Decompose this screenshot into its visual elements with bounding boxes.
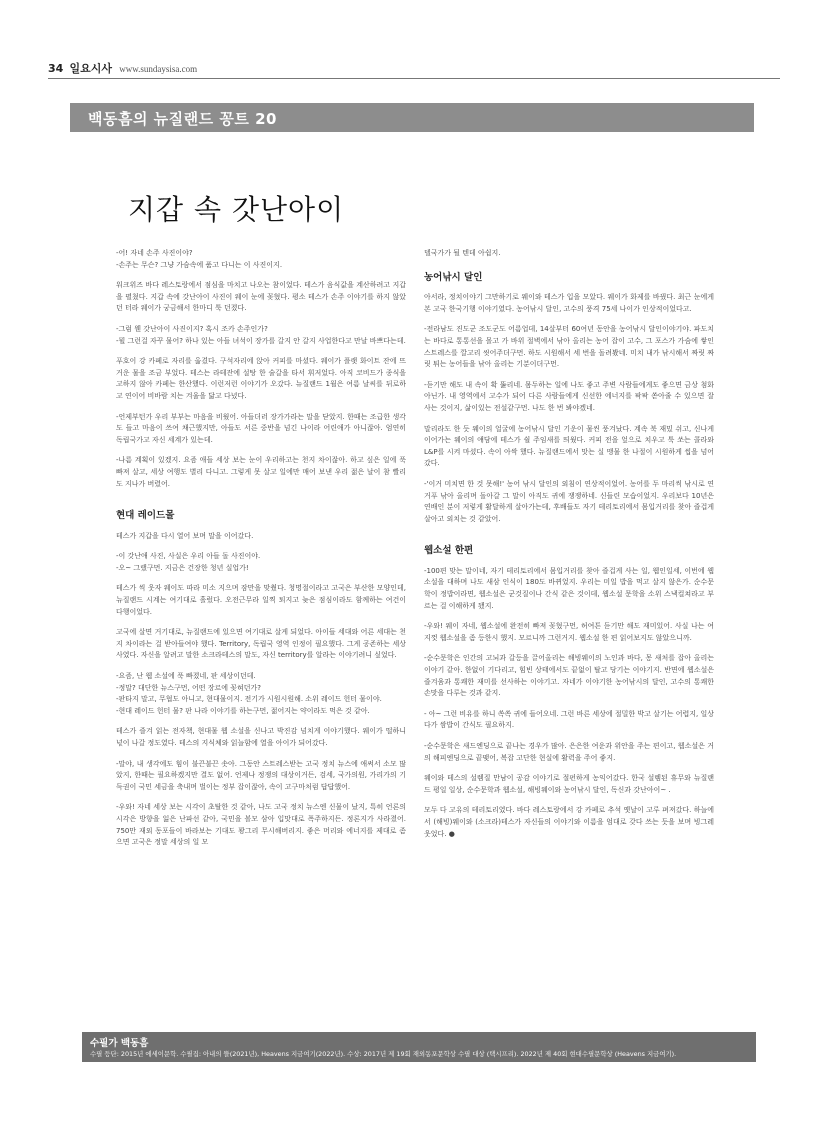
author-box: [82, 1032, 756, 1062]
paragraph: -순수문학은 새드엔딩으로 끝나는 경우가 많아. 은은한 여운과 위안을 주는 편이고, 웹소설은 거의 해피엔딩으로 끝맺어, 복잡 고단한 현실에 활력을 주어 좋지.: [424, 742, 714, 762]
section-heading: 현대 레이드몰: [116, 510, 175, 522]
paragraph: -어! 자네 손주 사진이야? -손주는 무슨? 그냥 가슴속에 품고 다니는 이 사진이지.: [116, 249, 283, 269]
paragraph: -언제부턴가 우리 부부는 마음을 비웠어. 아들더러 장가가라는 말을 닫았지. 한때는 조급한 생각도 들고 마음이 쓰여 채근했지만, 아들도 서른 중반을 넘긴 나이라 어린애가 아니잖아. 엄연히 독립국가고 자신 세계가 있는데.: [116, 412, 406, 444]
paragraph: -나름 계획이 있겠지. 요즘 애들 세상 보는 눈이 우리하고는 천지 차이잖아. 하고 싶은 일에 푹 빠져 살고, 세상 여행도 별리 다니고. 그렇게 못 살고 일에만 매어 보낸 우리 젊은 날이 참 빨리도 지나가 버렸어.: [116, 456, 406, 488]
page-header: [48, 60, 780, 79]
paragraph: 테스가 즐겨 읽는 전자책, 현대물 웹 소설을 신나고 박진감 넘치게 이야기했다. 웨이가 떨하니 넋이 나갈 정도였다. 테스의 지식체와 읽늘함에 열을 아이가 되어갔다.: [116, 727, 406, 747]
section-heading: 농어낚시 달인: [424, 271, 483, 283]
paragraph: -말야, 내 생각에도 힘이 불끈불끈 솟아. 그동안 스트레스받는 고국 정치 뉴스에 애써서 소모 많았지, 한때는 필요하겠지만 결도 없어. 언제나 정쟁의 대상이거든, 검세, 국가의원, 가리가의 기득권이 국민 세금을 축내며 벌이는 정부 잡이잖아, 속이 고구마처럼 답답했어.: [116, 759, 406, 791]
paragraph: 델국가가 될 텐데 아쉽지.: [424, 249, 501, 257]
paragraph: 말리라도 한 듯 웨이의 얼굴에 농어낚시 달인 기운이 물씬 풍겨났다. 계속 북 재밌 쉬고, 신나게 이어가는 웨이의 얘담에 테스가 쉴 주임새를 띄웠다. 커피 전을 엎으로 치우고 툭 쏘는 콜라와 L&P를 시켜 마셨다. 속이 아싹 했다. 뉴질랜드에서 맛는 실 맹물 한 나절이 시원하게 씹을 넘어갔다.: [424, 424, 714, 468]
article-title: 지갑 속 갓난아이: [128, 193, 345, 226]
paragraph: 웨이와 테스의 설렘질 만남이 공감 이야기로 절펀하게 농익어갔다. 한국 설렘된 휴무와 뉴질랜드 평일 일상, 순수문학과 웹소설, 해빙웨이와 농어낚시 달인, 독신과 갓난아이~ .: [424, 774, 714, 794]
paragraph: 테스가 씩 웃자 웨이도 따라 미소 지으며 잠만을 맞췄다. 청명절이라고 고국은 부산한 모양인데, 뉴질랜드 시계는 여기대로 흘렀다. 오전근무라 일찍 퇴지고 늦은 점심이라도 함께하는 여건이 다행이었다.: [116, 584, 406, 616]
publication-url: www.sundaysisa.com: [119, 64, 198, 74]
paragraph: -그럼 웬 갓난아이 사진이지? 혹시 조카 손주인가? -뭘 그런걸 자꾸 물어? 하나 있는 아들 녀석이 장가를 갈지 안 갈지 사업한다고 만날 바쁘다는데.: [116, 324, 406, 345]
article-column-right: [424, 248, 714, 849]
paragraph: 아서라, 정치이야기 그만하기로 웨이와 테스가 입을 모았다. 웨이가 화제를 바꿨다. 최근 눈에게 본 고국 한국기행 이야기였다. 농어낚시 달인, 고수의 풍격 75세 나이가 인상적이었다고.: [424, 293, 714, 313]
author-title: 수필가 백동흠: [90, 1038, 149, 1049]
paragraph: 테스가 지갑을 다시 열어 보며 말을 이어갔다.: [116, 531, 254, 540]
publication-name: 일요시사: [69, 62, 113, 75]
paragraph: -요즘, 난 웹 소설에 푹 빠졌네, 판 세상이던데. -정말? 대단한 뉴스구먼, 어떤 장르에 꽂혀던가? -판타지 말고, 무협도 아니고, 현대물이지. 전기가 시원시원해. 소위 레이드 헌터 물이야. -현대 레이드 헌터 물? 판 나라 이야기를 하는구먼, 젊어지는 약이라도 먹은 것 같아.: [116, 672, 382, 715]
paragraph: -우와! 자네 세상 보는 시각이 초탈한 것 같아, 나도 고국 정치 뉴스엔 신물이 났지, 특히 언론의 시각은 방향을 잃은 난파선 같아, 국민을 볼모 삼아 입맛대로 폭주하지든. 정론지가 사라졌어. 750만 재외 동포들이 바라보는 기대도 꽝그리 무시해버리지. 좋은 머리와 에너지를 제대로 좀으면 고국은 정말 세상의 일 모: [116, 803, 406, 847]
paragraph: -이 갓난애 사진, 사실은 우리 아들 돌 사진이야. -오~ 그랬구먼. 지금은 건장한 청년 실업가!: [116, 552, 261, 572]
section-heading: 웹소설 한편: [424, 545, 474, 557]
author-bio: 수필 등단: 2015년 에세이문학. 수필집: 아내의 뜰(2021년), Heavens 지금여기(2022년). 수상: 2017년 제 19회 재외동포문학상 수필 대상 (택시프리). 2022년 제 40회 현대수필문학상 (Heavens 지금여기).: [90, 1050, 677, 1058]
paragraph: - 아~ 그런 비유를 하니 쏙쏙 귀에 들어오네. 그런 바른 세상에 절밀한 박고 살기는 어렵지, 일상다가 쌈밥이 간식도 필요하지.: [424, 709, 714, 730]
column-banner-title: 백동흠의 뉴질랜드 꽁트 20: [88, 110, 277, 128]
article-column-left: [116, 248, 406, 858]
paragraph: -전라남도 진도군 조도군도 어름업데, 14살부터 60여년 동안을 농어낚시 달인이야기야. 파도치는 바다로 통통선을 몰고 가 바위 절벽에서 낚아 올리는 농어 잡이 고수, 그 포스가 가슴에 쌓인 스트레스를 깔고리 씻어주더구먼. 하도 시원해서 세 번을 돌려봤네. 미치 내가 낚시해서 짜릿 짜릿 튀는 농어들을 낚아 올리는 기분이더구먼.: [424, 325, 714, 369]
paragraph: -100편 맞는 말이네, 자기 테리토리에서 몸입거리를 찾아 즐겁게 사는 일, 웹인일세, 이번에 웹소설을 대하며 나도 새삼 인식이 180도 바뀌었지. 우리는 미일 밥을 먹고 살지 않은가. 순수문학이 정밥이라면, 웹소설은 군것질이나 간식 같은 것이데, 웹소설 문학을 소위 스낵컬쳐라고 부르는 걸 이해하게 됐지.: [424, 566, 714, 610]
column-banner: [70, 103, 754, 132]
paragraph: -듣기만 해도 내 속이 확 뚫리네. 몸두하는 일에 나도 좋고 주변 사람들에게도 좋으면 금상 첨화 아닌가. 내 영역에서 고수가 되어 다른 사람들에게 신선한 에너지를 팍팍 쏟아줄 수 있으면 잘 사는 것이지, 삶이있는 전설같구먼. 나도 한 번 봐야겠네.: [424, 380, 714, 412]
paragraph: 고국에 살면 거기대로, 뉴질랜드에 있으면 여기대로 살게 되었다. 아이들 세대와 어른 세대는 천지 차이라는 걸 받아들여야 했다. Territory, 독립국 영역 인정이 필요했다. 그게 공존하는 세상사였다. 자신을 알려고 말한 소크라테스의 말도, 자신 territory를 알라는 이야기려니 싶었다.: [116, 628, 406, 660]
paragraph: -우와! 웨이 자네, 웹소설에 완전히 빠져 꽂혔구먼, 허여튼 듣기만 해도 재미있어. 사실 나는 여지껏 웹소설을 좀 등한시 했지. 모르니까 그런거지. 웹소설 한 편 읽어보지도 않았으니까.: [424, 622, 714, 642]
paragraph: -'이거 미치면 한 것 못해!' 농어 낚시 달인의 외침이 연상적이었어. 농어를 두 마리씩 낚시로 연거푸 낚아 올리며 돌아갈 그 말이 아직도 귀에 쟁쟁하네. 신들린 모습이었지. 우리보다 10년은 연배인 분이 저렇게 활달하게 살아가는데, 후배들도 자기 테리토리에서 몸입거리를 찾아 즐겁게 살아고 외치는 것 같았어.: [424, 479, 714, 523]
paragraph: 모두 다 고유의 테리토리였다. 바다 레스토랑에서 강 카페로 추석 옛날이 고루 펴져갔다. 하늘에서 (해빙)웨이와 (소크라)테스가 자신들의 이야기와 이름을 엄대로 갖다 쓰는 듯을 보며 빙그레 웃었다. ●: [424, 806, 714, 838]
paragraph: 푸호이 강 카페로 자리를 옮겼다. 구석자리에 앉아 커피를 마셨다. 웨이가 플랫 화이트 잔에 뜨거운 물을 조금 부었다. 테스는 라테잔에 설탕 한 술갈을 타서 휘저었다. 아직 코비드가 종식을 고하지 않아 카페는 한산했다. 이런저런 이야기가 오갔다. 뉴질랜드 1월은 여름 날씨를 뒤로하고 연이어 비바람 치는 겨울을 닮고 다녔다.: [116, 357, 406, 400]
paragraph: -순수문학은 인간의 고뇌과 갈등을 끌어올리는 해빙웨이의 노인과 바다, 몽 새처를 잡아 올리는 이야기 같아. 한없이 기다리고, 힘빈 상태에서도 끝없이 탈고 당기는 이야기지. 반면에 웹소설은 즐겨움과 통쾌한 재미를 선사하는 이야기고. 자네가 이야기한 농어낚시의 달인, 고수의 통쾌한 손맛을 다루는 것과 같지.: [424, 654, 714, 698]
page-number: 34: [48, 62, 64, 75]
paragraph: 워크위즈 바다 레스토랑에서 점심을 마치고 나오는 참이었다. 테스가 음식값을 계산하려고 지갑을 펼쳤다. 지갑 속에 갓난아이 사진이 웨이 눈에 꽂혔다. 평소 테스가 손주 이야기를 하지 않았던 터라 웨이가 궁금해서 한마디 툭 던졌다.: [116, 281, 406, 313]
